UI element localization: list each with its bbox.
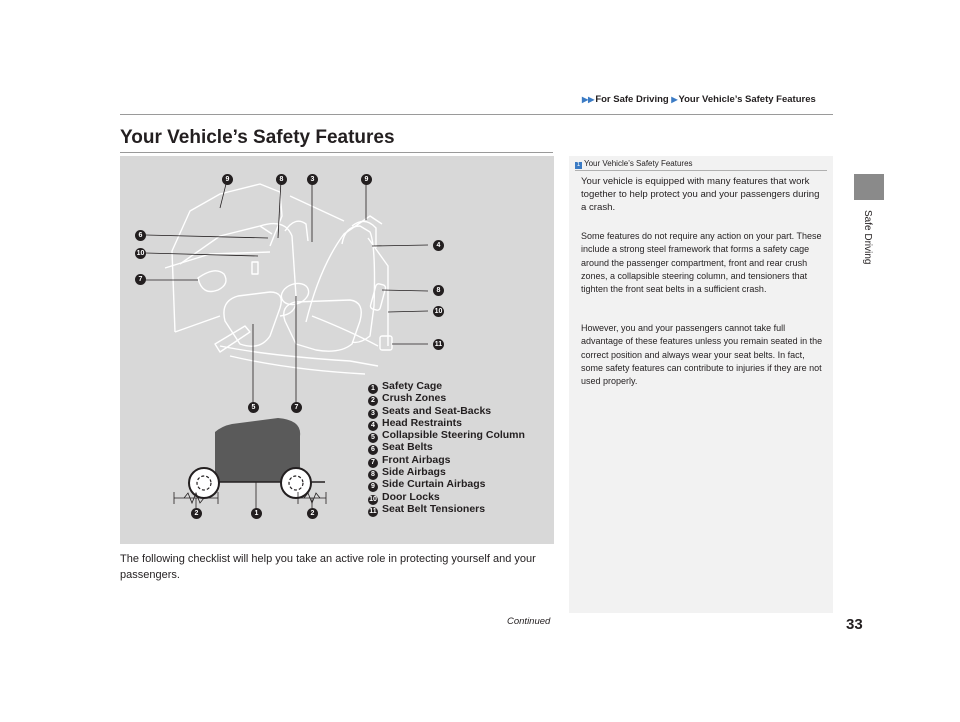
legend-number: 10	[369, 495, 377, 503]
legend-item	[368, 429, 525, 441]
figure-legend	[368, 380, 525, 515]
callout-9: 9	[361, 174, 372, 185]
legend-item	[368, 405, 525, 417]
legend-label: Seat Belt Tensioners	[382, 502, 486, 515]
callout-8: 8	[276, 174, 287, 185]
legend-number: 9	[368, 482, 378, 492]
callout-4: 4	[433, 240, 444, 251]
breadcrumb-item-current[interactable]: Your Vehicle’s Safety Features	[678, 94, 816, 105]
legend-label: Safety Cage	[382, 380, 443, 392]
callout-5: 5	[248, 402, 259, 413]
legend-item	[368, 491, 525, 503]
legend-item	[368, 503, 525, 515]
legend-number: 6	[368, 445, 378, 455]
callout-1: 1	[251, 508, 262, 519]
legend-item	[368, 392, 525, 404]
section-tab-label: Safe Driving	[862, 210, 873, 265]
legend-number: 3	[368, 409, 378, 419]
callout-8: 8	[433, 285, 444, 296]
legend-label: Crush Zones	[382, 392, 447, 405]
legend-number: 11	[369, 507, 377, 515]
legend-item	[368, 454, 525, 466]
callout-7: 7	[291, 402, 302, 413]
legend-item	[368, 478, 525, 490]
breadcrumb-arrow-icon: ▶▶	[582, 95, 595, 104]
note-paragraph: Some features do not require any action on your part. These include a strong steel framework that forms a safety cage around the passenger compartment, front and rear crush zones, a collapsible steering column, and tensioners that tighten the front seat belts in a sufficient crash.	[581, 231, 822, 295]
legend-label: Seat Belts	[382, 441, 433, 454]
legend-number: 4	[368, 421, 378, 431]
callout-2: 2	[191, 508, 202, 519]
legend-label: Collapsible Steering Column	[382, 429, 525, 442]
callout-10: 10	[434, 308, 443, 315]
legend-label: Side Curtain Airbags	[382, 478, 486, 491]
legend-label: Door Locks	[382, 490, 440, 503]
title-rule	[120, 152, 553, 153]
callout-7: 7	[135, 274, 146, 285]
page-number: 33	[846, 616, 863, 633]
section-tab	[851, 210, 881, 290]
note-paragraph: However, you and your passengers cannot take full advantage of these features unless you remain seated in the correct position and always wear your seat belts. In fact, some safety features can contribute to injuries if they are not used properly.	[581, 323, 823, 387]
side-note	[569, 156, 833, 613]
header-rule	[120, 114, 833, 115]
legend-number: 7	[368, 458, 378, 468]
callout-2: 2	[307, 508, 318, 519]
legend-label: Front Airbags	[382, 453, 451, 466]
legend-label: Side Airbags	[382, 466, 446, 479]
note-title	[575, 159, 693, 169]
breadcrumb	[582, 94, 816, 105]
callout-3: 3	[307, 174, 318, 185]
legend-item	[368, 380, 525, 392]
legend-number: 1	[368, 384, 378, 394]
callout-10: 10	[136, 250, 145, 257]
body-paragraph: The following checklist will help you take an active role in protecting yourself and your passengers.	[120, 553, 536, 581]
breadcrumb-item-for-safe-driving[interactable]: For Safe Driving	[595, 94, 669, 105]
page-title: Your Vehicle’s Safety Features	[120, 127, 395, 148]
note-rule	[575, 170, 827, 171]
callout-6: 6	[135, 230, 146, 241]
legend-number: 5	[368, 433, 378, 443]
continued-label: Continued	[507, 616, 551, 627]
section-tab-marker	[854, 174, 884, 200]
legend-label: Head Restraints	[382, 416, 462, 429]
callout-11: 11	[434, 341, 443, 348]
breadcrumb-separator-icon: ▶	[671, 95, 678, 104]
note-paragraph: Your vehicle is equipped with many features that work together to help protect you and your passengers during a crash.	[581, 176, 820, 214]
legend-item	[368, 466, 525, 478]
legend-item	[368, 417, 525, 429]
legend-item	[368, 441, 525, 453]
note-marker-icon: 1	[576, 162, 581, 168]
callout-9: 9	[222, 174, 233, 185]
legend-label: Seats and Seat-Backs	[382, 404, 492, 417]
legend-number: 2	[368, 396, 378, 406]
note-title-text: Your Vehicle’s Safety Features	[584, 159, 693, 168]
legend-number: 8	[368, 470, 378, 480]
